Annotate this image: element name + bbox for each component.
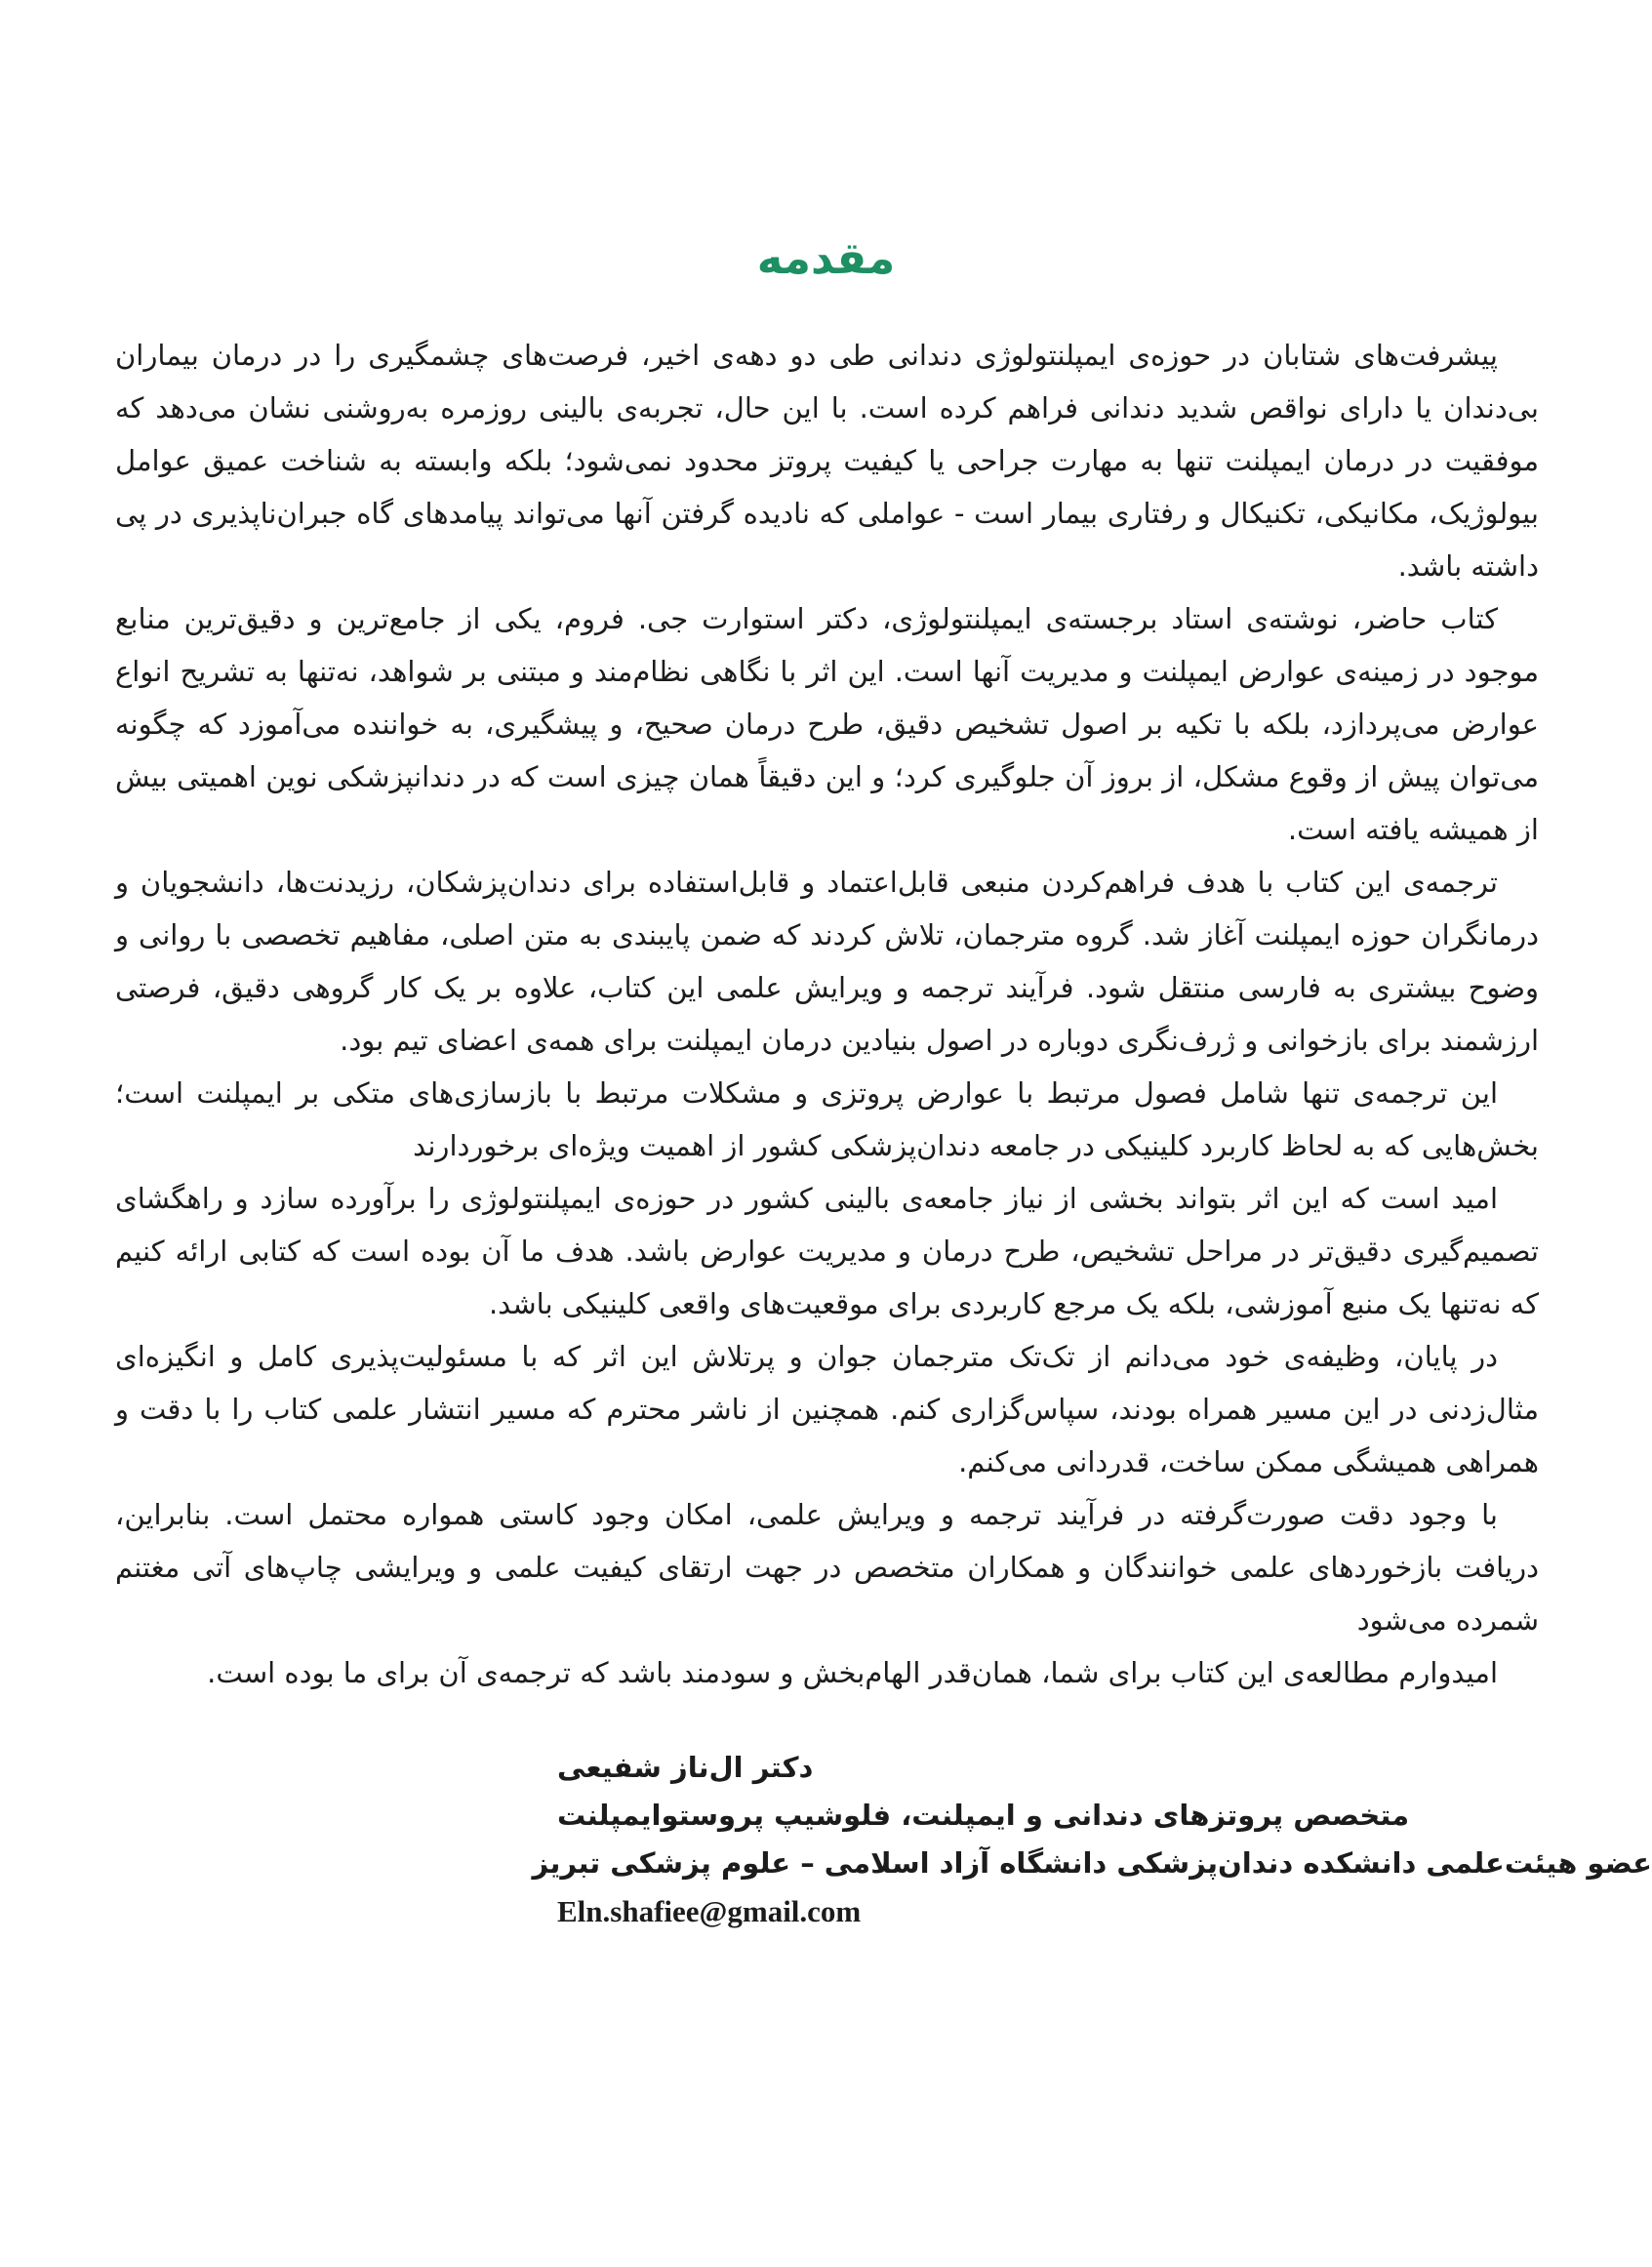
author-name: دکتر ال‌ناز شفیعی [557,1751,814,1784]
author-affiliation: عضو هیئت‌علمی دانشکده دندان‌پزشکی دانشگاه آزاد اسلامی – علوم پزشکی تبریز [532,1846,1652,1880]
page-title: مقدمه [756,232,896,284]
paragraph-1: پیشرفت‌های شتابان در حوزه‌ی ایمپلنتولوژی دندانی طی دو دهه‌ی اخیر، فرصت‌های چشمگیری را در درمان بیماران بی‌دندان یا دارای نواقص شدید دندانی فراهم کرده است. با این حال، تجربه‌ی بالینی روزمره به‌روشنی نشان می‌دهد که موفقیت در درمان ایمپلنت تنها به مهارت جراحی یا کیفیت پروتز محدود نمی‌شود؛ بلکه وابسته به شناخت عمیق عوامل بیولوژیک، مکانیکی، تکنیکال و رفتاری بیمار است - عواملی که نادیده گرفتن آنها می‌تواند پیامدهای گاه جبران‌ناپذیری در پی داشته باشد. [115,339,1539,583]
author-specialty: متخصص پروتزهای دندانی و ایمپلنت، فلوشیپ پروستوایمپلنت [557,1799,1410,1832]
introduction-text [115,329,1539,1699]
author-email: Eln.shafiee@gmail.com [557,1894,862,1928]
signature-block [0,1744,1652,1936]
paragraph-3: ترجمه‌ی این کتاب با هدف فراهم‌کردن منبعی قابل‌اعتماد و قابل‌استفاده برای دندان‌پزشکان، رزیدنت‌ها، دانشجویان و درمانگران حوزه ایمپلنت آغاز شد. گروه مترجمان، تلاش کردند که ضمن پایبندی به متن اصلی، مفاهیم تخصصی با روانی و وضوح بیشتری به فارسی منتقل شود. فرآیند ترجمه و ویرایش علمی این کتاب، علاوه بر یک کار گروهی دقیق، فرصتی ارزشمند برای بازخوانی و ژرف‌نگری دوباره در اصول بنیادین درمان ایمپلنت برای همه‌ی اعضای تیم بود. [115,866,1539,1057]
paragraph-7: با وجود دقت صورت‌گرفته در فرآیند ترجمه و ویرایش علمی، امکان وجود کاستی همواره محتمل است. بنابراین، دریافت بازخوردهای علمی خوانندگان و همکاران متخصص در جهت ارتقای کیفیت علمی و ویرایشی چاپ‌های آتی مغتنم شمرده می‌شود [115,1498,1539,1637]
paragraph-4: این ترجمه‌ی تنها شامل فصول مرتبط با عوارض پروتزی و مشکلات مرتبط با بازسازی‌های متکی بر ایمپلنت است؛ بخش‌هایی که به لحاظ کاربرد کلینیکی در جامعه دندان‌پزشکی کشور از اهمیت ویژه‌ای برخوردارند [115,1076,1539,1162]
paragraph-2: کتاب حاضر، نوشته‌ی استاد برجسته‌ی ایمپلنتولوژی، دکتر استوارت جی. فروم، یکی از جامع‌ترین و دقیق‌ترین منابع موجود در زمینه‌ی عوارض ایمپلنت و مدیریت آنها است. این اثر با نگاهی نظام‌مند و مبتنی بر شواهد، نه‌تنها به تشریح انواع عوارض می‌پردازد، بلکه با تکیه بر اصول تشخیص دقیق، طرح درمان صحیح، و پیشگیری، به خواننده می‌آموزد که چگونه می‌توان پیش از وقوع مشکل، از بروز آن جلوگیری کرد؛ و این دقیقاً همان چیزی است که در دندانپزشکی نوین اهمیتی بیش از همیشه یافته است. [115,602,1539,846]
paragraph-5: امید است که این اثر بتواند بخشی از نیاز جامعه‌ی بالینی کشور در حوزه‌ی ایمپلنتولوژی را برآورده سازد و راهگشای تصمیم‌گیری دقیق‌تر در مراحل تشخیص، طرح درمان و مدیریت عوارض باشد. هدف ما آن بوده است که کتابی ارائه کنیم که نه‌تنها یک منبع آموزشی، بلکه یک مرجع کاربردی برای موقعیت‌های واقعی کلینیکی باشد. [115,1182,1539,1320]
paragraph-8: امیدوارم مطالعه‌ی این کتاب برای شما، همان‌قدر الهام‌بخش و سودمند باشد که ترجمه‌ی آن برای ما بوده است. [207,1656,1498,1689]
paragraph-6: در پایان، وظیفه‌ی خود می‌دانم از تک‌تک مترجمان جوان و پرتلاش این اثر که با مسئولیت‌پذیری کامل و انگیزه‌ای مثال‌زدنی در این مسیر همراه بودند، سپاس‌گزاری کنم. همچنین از ناشر محترم که مسیر انتشار علمی کتاب را با دقت و همراهی همیشگی ممکن ساخت، قدردانی می‌کنم. [115,1340,1539,1478]
